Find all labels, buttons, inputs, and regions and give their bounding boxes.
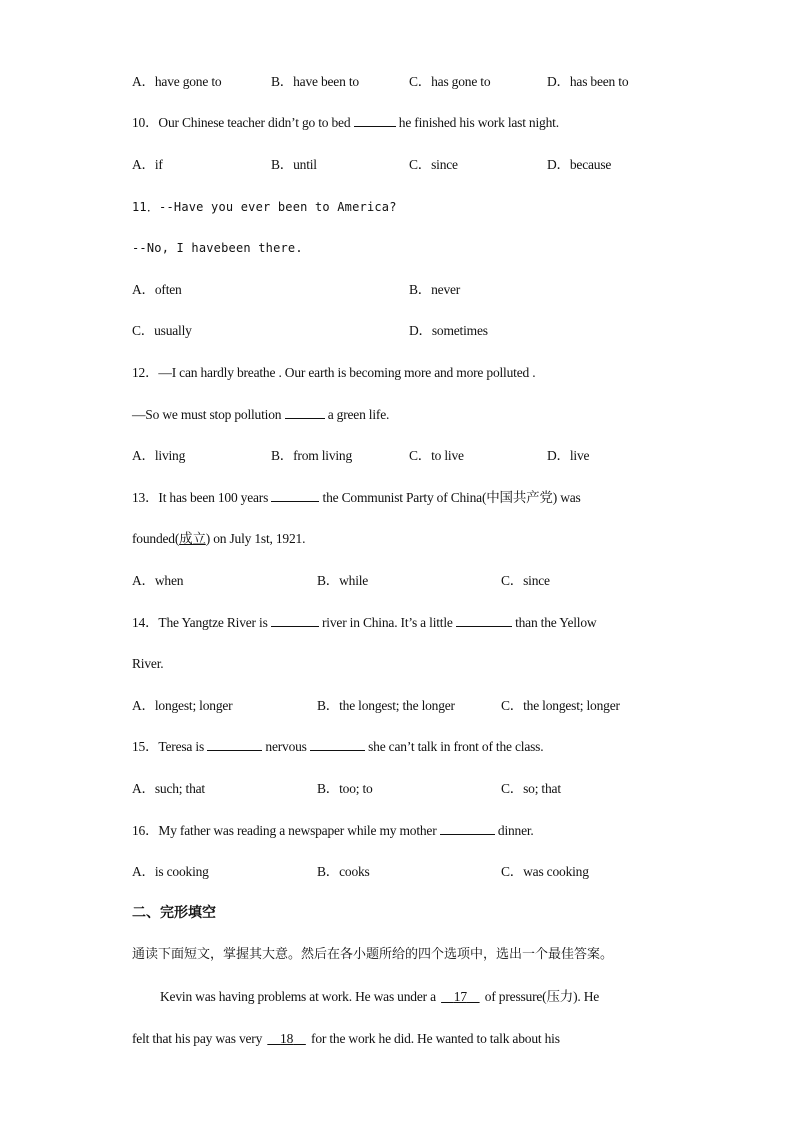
q15-option-b: B．too; to xyxy=(317,781,373,796)
q15-text-after: she can’t talk in front of the class. xyxy=(368,739,544,754)
q12-option-d: D．live xyxy=(547,448,590,463)
q15-stem xyxy=(132,737,543,757)
q10-text-before: 10．Our Chinese teacher didn’t go to bed xyxy=(132,115,351,130)
q16-blank xyxy=(440,821,495,835)
q10-blank xyxy=(354,113,396,127)
q14-option-b: B．the longest; the longer xyxy=(317,698,455,713)
q13-underlined-term: 成立 xyxy=(179,531,206,546)
q15-option-c: C．so; that xyxy=(501,781,561,796)
section-heading: 二、完形填空 xyxy=(132,905,216,921)
q13-option-a: A．when xyxy=(132,573,184,588)
q15-blank-1 xyxy=(207,737,262,751)
q12-text-after: a green life. xyxy=(327,407,390,422)
q9-option-d: D．has been to xyxy=(547,74,629,89)
q14-stem-line2: River. xyxy=(132,656,164,671)
q13-founded-text: founded( xyxy=(132,531,180,546)
q12-blank xyxy=(285,405,325,419)
q14-text-b: river in China. It’s a little xyxy=(322,615,453,630)
q15-text-middle: nervous xyxy=(265,739,307,754)
q13-stem-line1 xyxy=(132,488,581,508)
passage-line-2 xyxy=(132,1029,560,1049)
q12-text-before: —So we must stop pollution xyxy=(132,407,282,422)
q9-option-a: A．have gone to xyxy=(132,74,222,89)
passage-text-2b: for the work he did. He wanted to talk about his xyxy=(311,1031,560,1046)
q11-stem-line1: 11．--Have you ever been to America? xyxy=(132,200,397,214)
q16-option-a: A．is cooking xyxy=(132,864,209,879)
q13-option-b: B．while xyxy=(317,573,369,588)
passage-blank-17 xyxy=(439,989,482,1004)
q10-option-a: A．if xyxy=(132,157,163,172)
q10-option-d: D．because xyxy=(547,157,612,172)
q11-stem-line2: --No, I havebeen there. xyxy=(132,241,303,255)
q11-option-b: B．never xyxy=(409,282,461,297)
q13-text-before: 13．It has been 100 years xyxy=(132,490,269,505)
q10-stem xyxy=(132,113,559,133)
passage-line-1 xyxy=(160,987,599,1007)
q16-option-b: B．cooks xyxy=(317,864,370,879)
q9-option-b: B．have been to xyxy=(271,74,359,89)
q14-stem-line1 xyxy=(132,613,596,633)
q9-option-c: C．has gone to xyxy=(409,74,491,89)
q13-stem-line2 xyxy=(132,529,305,549)
q12-option-c: C．to live xyxy=(409,448,464,463)
q13-blank xyxy=(271,488,319,502)
q14-blank-2 xyxy=(456,613,512,627)
q13-date-text: ) on July 1st, 1921. xyxy=(205,531,306,546)
q16-text-before: 16．My father was reading a newspaper while my mother xyxy=(132,823,437,838)
q12-stem-line1: 12．—I can hardly breathe . Our earth is becoming more and more polluted . xyxy=(132,365,536,380)
passage-blank-18-number: 18 xyxy=(280,1031,294,1046)
q14-option-c: C．the longest; longer xyxy=(501,698,620,713)
q12-option-b: B．from living xyxy=(271,448,353,463)
passage-text-1a: Kevin was having problems at work. He was under a xyxy=(160,989,436,1004)
q10-option-b: B．until xyxy=(271,157,317,172)
passage-text-2a: felt that his pay was very xyxy=(132,1031,263,1046)
q11-option-a: A．often xyxy=(132,282,182,297)
q13-option-c: C．since xyxy=(501,573,550,588)
q12-stem-line2 xyxy=(132,405,389,425)
q14-blank-1 xyxy=(271,613,319,627)
q14-text-c: than the Yellow xyxy=(515,615,597,630)
q16-option-c: C．was cooking xyxy=(501,864,589,879)
q15-option-a: A．such; that xyxy=(132,781,205,796)
q10-option-c: C．since xyxy=(409,157,458,172)
q15-blank-2 xyxy=(310,737,365,751)
q10-text-after: he finished his work last night. xyxy=(398,115,559,130)
q11-option-d: D．sometimes xyxy=(409,323,488,338)
q13-text-after: the Communist Party of China(中国共产党) was xyxy=(322,490,581,505)
q12-option-a: A．living xyxy=(132,448,186,463)
q11-option-c: C．usually xyxy=(132,323,192,338)
passage-text-1b: of pressure(压力). He xyxy=(484,989,600,1004)
section-instruction: 通读下面短文，掌握其大意。然后在各小题所给的四个选项中，选出一个最佳答案。 xyxy=(132,947,614,962)
passage-blank-18 xyxy=(265,1031,308,1046)
q14-text-a: 14．The Yangtze River is xyxy=(132,615,268,630)
q15-text-before: 15．Teresa is xyxy=(132,739,205,754)
q16-stem xyxy=(132,821,534,841)
passage-blank-17-number: 17 xyxy=(453,989,467,1004)
q16-text-after: dinner. xyxy=(497,823,534,838)
q14-option-a: A．longest; longer xyxy=(132,698,233,713)
